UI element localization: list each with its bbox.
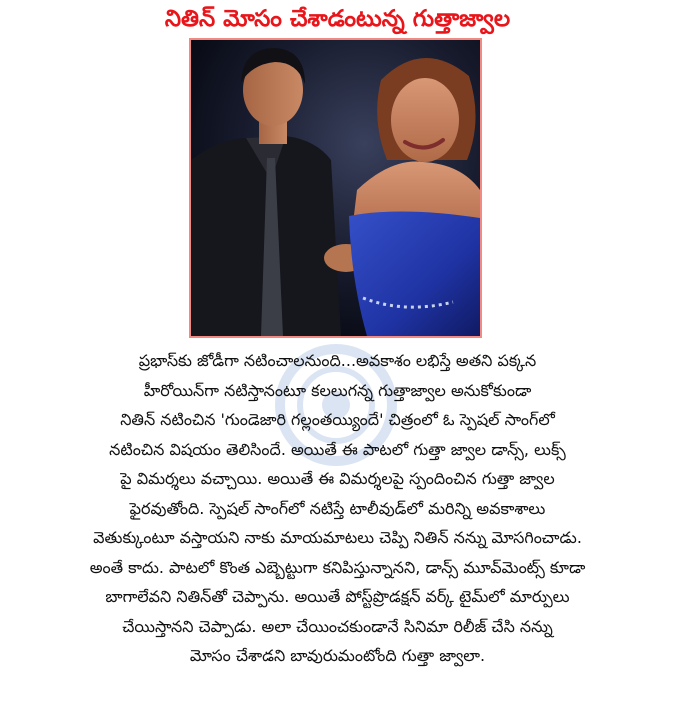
article-photo [189,38,482,338]
article-line: ఫైరవుతోంది. స్పెషల్ సాంగ్‌లో నటిస్తే టాలీవుడ్‌లో మరిన్ని అవకాశాలు [129,498,546,518]
article-body [10,346,665,671]
article-headline: నితిన్ మోసం చేశాడంటున్న గుత్తాజ్వాల [164,6,511,32]
article-line: చేయిస్తానని చెప్పాడు. అలా చేయించకుండానే సినిమా రిలీజ్ చేసి నన్ను [122,616,553,636]
article-line: అంతే కాదు. పాటలో కొంత ఎబ్బెట్టుగా కనిపిస్తున్నానని, డాన్స్ మూవ్‌మెంట్స్ కూడా [89,557,586,577]
article-line: హీరోయిన్‌గా నటిస్తానంటూ కలలుగన్న గుత్తాజ్వాల అనుకోకుండా [143,380,532,400]
article-line: మోసం చేశాడని బావురుమంటోంది గుత్తా జ్వాలా. [189,646,486,665]
article-line: నటించిన విషయం తెలిసిందే. అయితే ఈ పాటలో గుత్తా జ్వాల డాన్స్, లుక్స్ [109,439,566,459]
article-line: వెతుక్కుంటూ వస్తాయని నాకు మాయమాటలు చెప్పి నితిన్ నన్ను మోసగించాడు. [93,528,582,547]
photo-illustration [191,40,480,336]
article-line: నితిన్ నటించిన 'గుండెజారి గల్లంతయ్యిందే' చిత్రంలో ఓ స్పెషల్ సాంగ్‌లో [120,410,555,429]
article-line: ప్రభాస్‌కు జోడీగా నటించాలనుంది...అవకాశం లభిస్తే అతని పక్కన [138,351,537,370]
article-line: పై విమర్శలు వచ్చాయి. అయితే ఈ విమర్శలపై స్పందించిన గుత్తా జ్వాల [120,469,555,488]
article-line: బాగాలేవని నితిన్‌తో చెప్పాను. అయితే పోస్ట్‌ప్రొడక్షన్ వర్క్ టైమ్‌లో మార్పులు [105,587,570,606]
